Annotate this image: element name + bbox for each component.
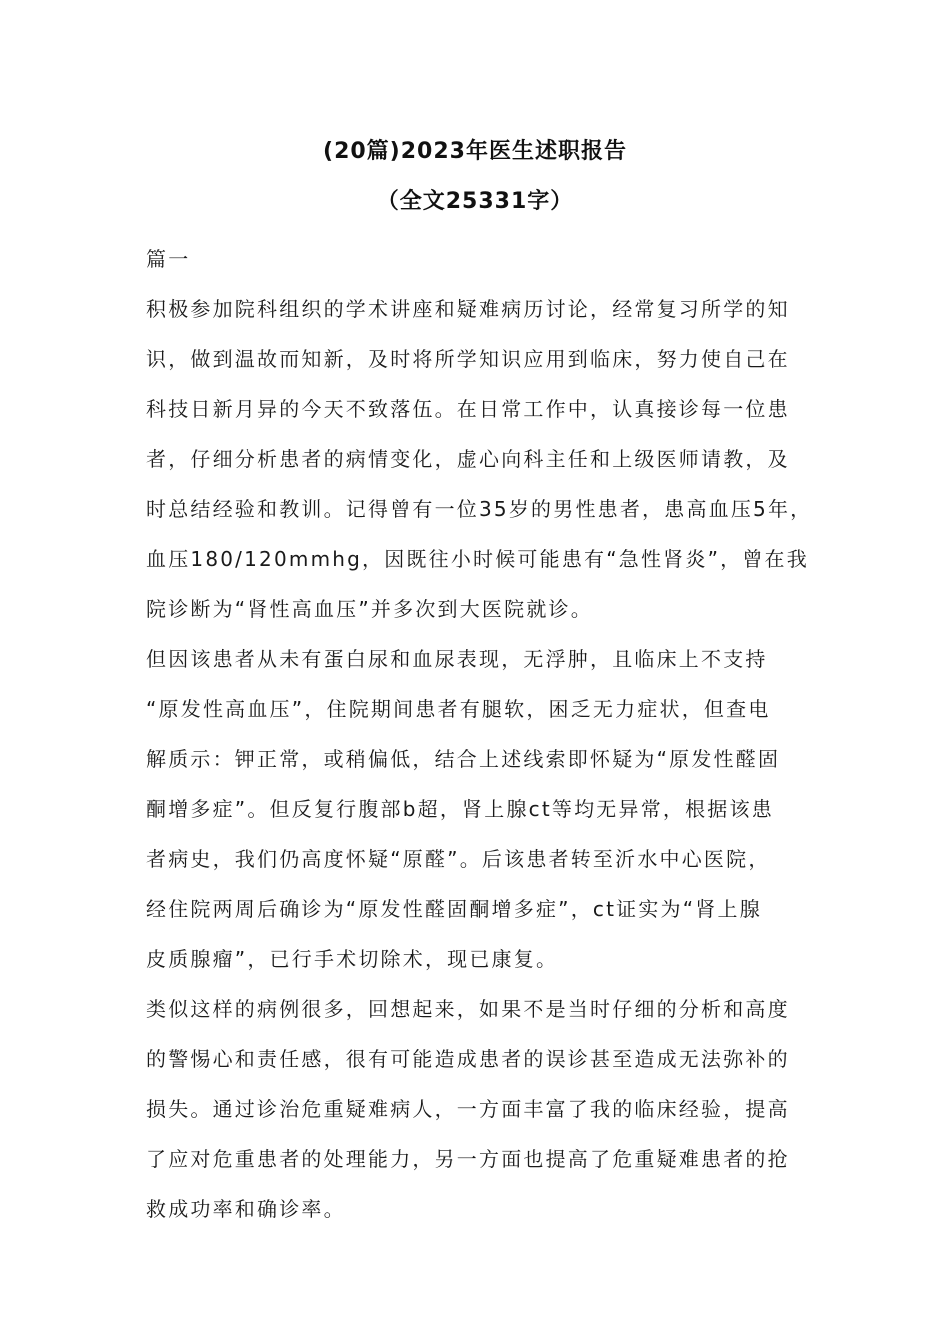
paragraph-line: 救成功率和确诊率。 [146, 1197, 346, 1221]
paragraph-line: “原发性高血压”，住院期间患者有腿软，困乏无力症状，但查电 [146, 697, 771, 721]
paragraph-line: 了应对危重患者的处理能力，另一方面也提高了危重疑难患者的抢 [146, 1147, 790, 1171]
paragraph-line: 时总结经验和教训。记得曾有一位35岁的男性患者，患高血压5年， [146, 497, 813, 521]
paragraph-line: 积极参加院科组织的学术讲座和疑难病历讨论，经常复习所学的知 [146, 297, 790, 321]
section-label: 篇一 [146, 247, 191, 271]
paragraph-line: 识，做到温故而知新，及时将所学知识应用到临床，努力使自己在 [146, 347, 790, 371]
paragraph-line: 损失。通过诊治危重疑难病人，一方面丰富了我的临床经验，提高 [146, 1097, 790, 1121]
paragraph-line: 血压180/120mmhg，因既往小时候可能患有“急性肾炎”，曾在我 [146, 547, 809, 571]
paragraph-3 [146, 984, 826, 1234]
paragraph-line: 经住院两周后确诊为“原发性醛固酮增多症”，ct证实为“肾上腺 [146, 897, 762, 921]
paragraph-line: 者病史，我们仍高度怀疑“原醛”。后该患者转至沂水中心医院， [146, 847, 771, 871]
paragraph-line: 皮质腺瘤”，已行手术切除术，现已康复。 [146, 947, 559, 971]
paragraph-line: 类似这样的病例很多，回想起来，如果不是当时仔细的分析和高度 [146, 997, 790, 1021]
paragraph-line: 但因该患者从未有蛋白尿和血尿表现，无浮肿，且临床上不支持 [146, 647, 768, 671]
paragraph-1 [146, 284, 826, 634]
document-subtitle: （全文25331字） [376, 189, 574, 214]
paragraph-line: 的警惕心和责任感，很有可能造成患者的误诊甚至造成无法弥补的 [146, 1047, 790, 1071]
paragraph-line: 科技日新月异的今天不致落伍。在日常工作中，认真接诊每一位患 [146, 397, 790, 421]
paragraph-line: 解质示：钾正常，或稍偏低，结合上述线索即怀疑为“原发性醛固 [146, 747, 781, 771]
paragraph-line: 者，仔细分析患者的病情变化，虚心向科主任和上级医师请教，及 [146, 447, 790, 471]
paragraph-line: 酮增多症”。但反复行腹部b超，肾上腺ct等均无异常，根据该患 [146, 797, 774, 821]
paragraph-2 [146, 634, 826, 984]
paragraph-line: 院诊断为“肾性高血压”并多次到大医院就诊。 [146, 597, 593, 621]
document-title: (20篇)2023年医生述职报告 [323, 139, 627, 164]
document-body [146, 234, 826, 1234]
